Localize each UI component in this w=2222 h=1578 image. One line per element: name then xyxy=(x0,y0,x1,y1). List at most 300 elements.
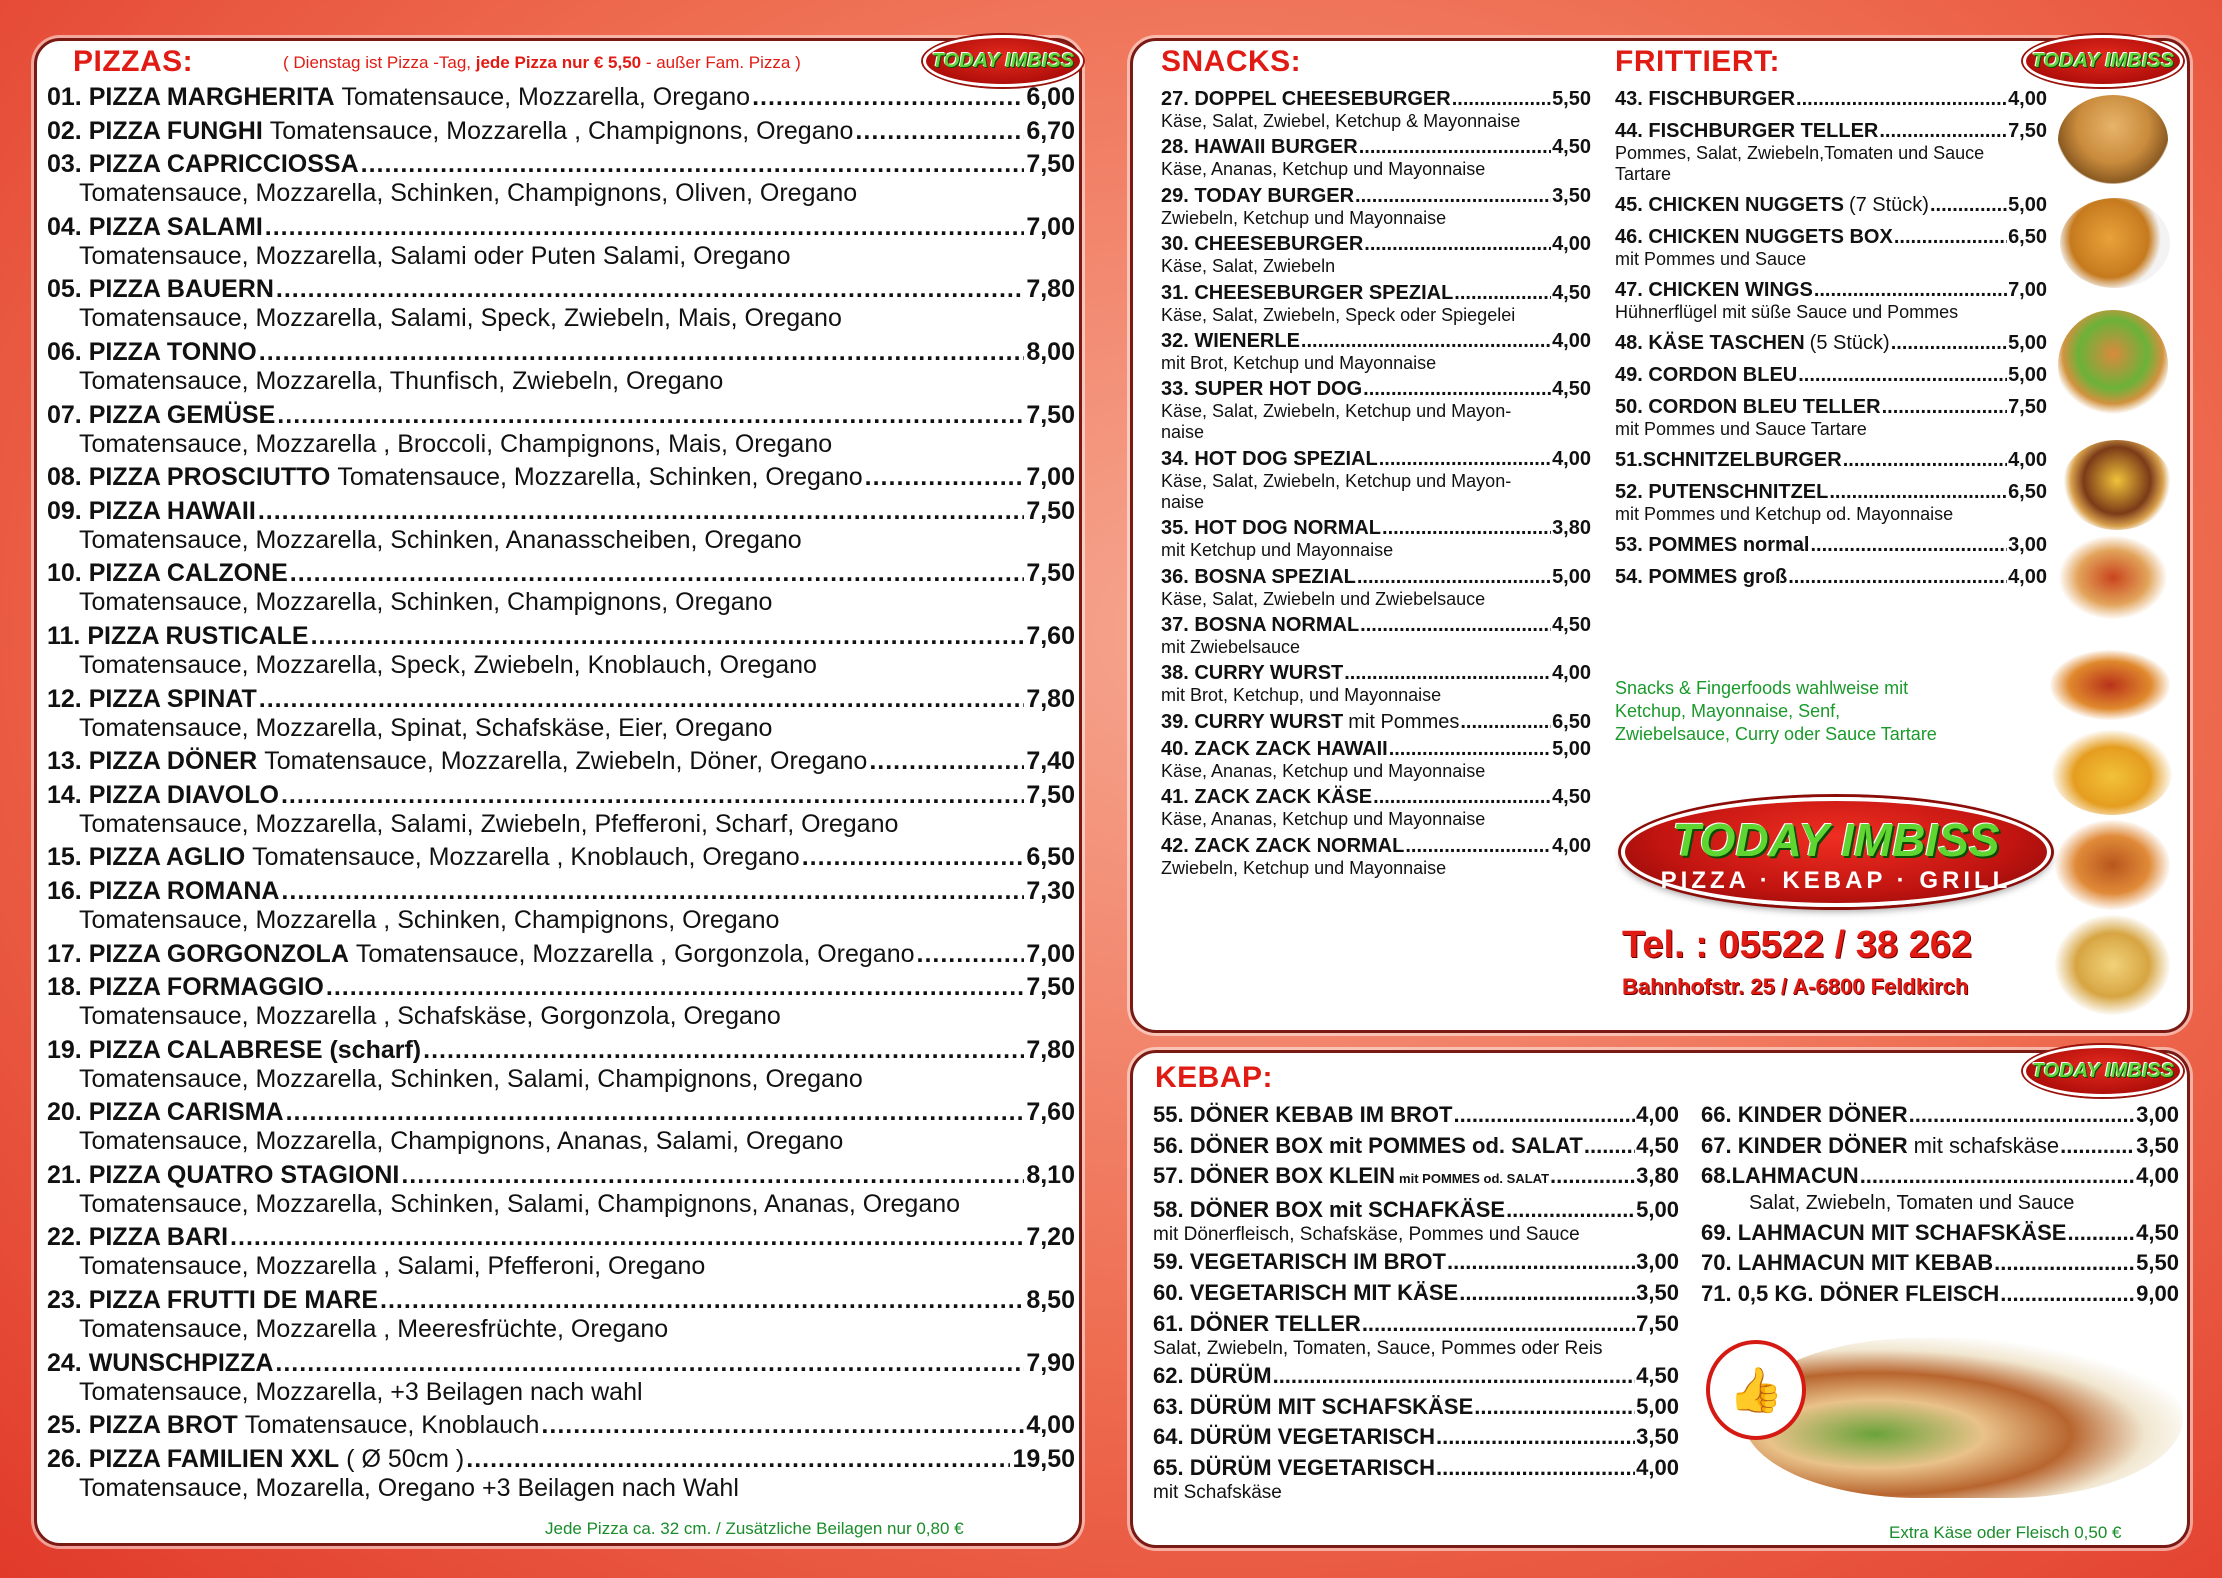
frittiert-item-desc: mit Pommes und Sauce xyxy=(1615,249,1807,269)
frittiert-item xyxy=(1615,278,2047,323)
pizza-item-price: 6,70 xyxy=(1026,116,1075,145)
pizza-item-line xyxy=(47,685,1075,714)
pizza-item xyxy=(47,1411,1075,1440)
frittiert-item-name: 51.SCHNITZELBURGER xyxy=(1615,449,1842,471)
pizza-item-desc: Tomatensauce, Mozzarella , Salami, Pfefferoni, Oregano xyxy=(79,1252,706,1281)
pizza-item-name: 16. PIZZA ROMANA xyxy=(47,876,280,905)
sauce-note: Snacks & Fingerfoods wahlweise mit Ketchup, Mayonnaise, Senf, Zwiebelsauce, Curry oder Sauce Tartare xyxy=(1615,678,1937,744)
leader-dots xyxy=(1436,1423,1635,1451)
snack-item-line xyxy=(1161,613,1591,637)
pizza-item xyxy=(47,1098,1075,1156)
snack-item-line xyxy=(1161,710,1591,734)
leader-dots xyxy=(466,1445,1010,1474)
kebap-item-line xyxy=(1153,1248,1679,1276)
frittiert-item xyxy=(1615,331,2047,355)
kebap-item-price: 4,00 xyxy=(2136,1163,2179,1189)
pizza-item-line xyxy=(47,877,1075,906)
frittiert-item-name: 53. POMMES normal xyxy=(1615,534,1810,556)
frittiert-item xyxy=(1615,533,2047,557)
leader-dots xyxy=(1829,480,2007,504)
pizza-section-title: PIZZAS: xyxy=(73,45,194,78)
snack-item-desc: Käse, Ananas, Ketchup und Mayonnaise xyxy=(1161,761,1486,782)
kebap-item-price: 4,50 xyxy=(2136,1219,2179,1245)
snack-item-line xyxy=(1161,377,1591,401)
snack-item-line xyxy=(1161,785,1591,809)
snack-item-name: 38. CURRY WURST xyxy=(1161,662,1344,685)
pizza-item-inline-desc: Tomatensauce, Mozzarella, Oregano xyxy=(341,83,751,111)
frittiert-item-line xyxy=(1615,565,2047,589)
pizza-item-price: 7,50 xyxy=(1026,150,1075,179)
pizza-list xyxy=(47,83,1075,1507)
leader-dots xyxy=(1405,834,1551,858)
frittiert-item-name: 44. FISCHBURGER TELLER xyxy=(1615,120,1879,142)
kebap-item xyxy=(1153,1310,1679,1360)
pizza-item-price: 7,00 xyxy=(1026,212,1075,241)
pizza-item-desc: Tomatensauce, Mozzarella , Schafskäse, Gorgonzola, Oregano xyxy=(79,1002,781,1031)
kebap-item-name: 71. 0,5 KG. DÖNER FLEISCH xyxy=(1701,1280,2000,1306)
leader-dots xyxy=(1454,281,1551,305)
leader-dots xyxy=(1459,1279,1635,1307)
snack-item-desc: Zwiebeln, Ketchup und Mayonnaise xyxy=(1161,207,1447,228)
kebap-item-name: 61. DÖNER TELLER xyxy=(1153,1310,1361,1336)
kebap-item-price: 4,50 xyxy=(1636,1363,1679,1389)
snack-item-price: 4,00 xyxy=(1552,233,1591,256)
kebap-item xyxy=(1701,1162,2179,1216)
leader-dots xyxy=(1360,613,1551,637)
pizza-item xyxy=(47,83,1075,112)
pizza-item-name: 18. PIZZA FORMAGGIO xyxy=(47,973,324,1002)
snack-item-line xyxy=(1161,516,1591,540)
pizza-item xyxy=(47,1223,1075,1281)
leader-dots xyxy=(1357,565,1551,589)
leader-dots xyxy=(1382,516,1551,540)
pizza-item xyxy=(47,940,1075,969)
pizza-item-name: 14. PIZZA DIAVOLO xyxy=(47,780,279,809)
frittiert-item xyxy=(1615,395,2047,440)
pizza-item-price: 6,00 xyxy=(1026,83,1075,111)
pizza-item xyxy=(47,401,1075,459)
snack-item-desc: mit Ketchup und Mayonnaise xyxy=(1161,540,1394,561)
snack-item-price: 3,50 xyxy=(1552,184,1591,207)
pizza-item-line xyxy=(47,83,1075,112)
snack-item-desc: Käse, Salat, Zwiebeln, Ketchup und Mayon- naise xyxy=(1161,401,1512,443)
pizza-item-desc: Tomatensauce, Mozzarella, Schinken, Champignons, Oliven, Oregano xyxy=(79,179,858,208)
pizza-item xyxy=(47,213,1075,271)
kebap-item-price: 5,00 xyxy=(1636,1393,1679,1419)
leader-dots xyxy=(917,940,1025,969)
pizza-item-price: 4,00 xyxy=(1026,1411,1075,1440)
kebap-footer-note: Extra Käse oder Fleisch 0,50 € xyxy=(1889,1523,2122,1542)
pizza-item-line xyxy=(47,747,1075,776)
frittiert-item-name: 47. CHICKEN WINGS xyxy=(1615,279,1813,301)
snack-item-name: 41. ZACK ZACK KÄSE xyxy=(1161,786,1373,809)
snack-item-line xyxy=(1161,232,1591,256)
leader-dots xyxy=(1447,1248,1635,1276)
frittiert-item-line xyxy=(1615,331,2047,355)
frittiert-item-price: 4,00 xyxy=(2008,449,2047,471)
pizza-tuesday-note: ( Dienstag ist Pizza -Tag, jede Pizza nur € 5,50 - außer Fam. Pizza ) xyxy=(283,53,801,72)
snack-item-line xyxy=(1161,135,1591,159)
kebap-item-price: 3,00 xyxy=(2136,1102,2179,1127)
frittiert-item-line xyxy=(1615,119,2047,143)
snack-item-price: 4,00 xyxy=(1552,329,1591,352)
kebab-platter-photo xyxy=(1743,1338,2183,1498)
leader-dots xyxy=(1550,1162,1635,1190)
kebap-item-name: 67. KINDER DÖNER xyxy=(1701,1132,1908,1158)
snack-item-line xyxy=(1161,661,1591,685)
pizza-item-price: 7,00 xyxy=(1026,463,1075,492)
pizza-item-desc: Tomatensauce, Mozzarella, Thunfisch, Zwiebeln, Oregano xyxy=(79,366,724,395)
frittiert-item-name: 49. CORDON BLEU xyxy=(1615,364,1798,386)
frittiert-item-name: 43. FISCHBURGER xyxy=(1615,88,1796,110)
leader-dots xyxy=(1860,1162,2135,1190)
frittiert-item-line xyxy=(1615,533,2047,557)
pizza-item xyxy=(47,275,1075,333)
kebap-item-name: 69. LAHMACUN MIT SCHAFSKÄSE xyxy=(1701,1219,2067,1245)
pizza-item xyxy=(47,685,1075,743)
pizza-item-price: 7,30 xyxy=(1026,876,1075,905)
leader-dots xyxy=(1364,232,1551,256)
snack-item-name: 28. HAWAII BURGER xyxy=(1161,136,1358,159)
kebap-item-line xyxy=(1153,1310,1679,1338)
pizza-item-price: 8,00 xyxy=(1026,337,1075,366)
leader-dots xyxy=(311,622,1025,651)
leader-dots xyxy=(276,275,1024,304)
logo-small-kebap: TODAY IMBISS xyxy=(2023,1045,2183,1097)
leader-dots xyxy=(1474,1393,1635,1421)
kebap-item-line xyxy=(1153,1423,1679,1451)
snack-item xyxy=(1161,516,1591,561)
kebap-item-line xyxy=(1153,1362,1679,1390)
pizza-item-price: 7,50 xyxy=(1026,780,1075,809)
pizza-item xyxy=(47,117,1075,146)
pizza-item-desc: Tomatensauce, Mozzarella, Schinken, Salami, Champignons, Oregano xyxy=(79,1064,863,1093)
snack-item-price: 4,50 xyxy=(1552,786,1591,809)
leader-dots xyxy=(1879,119,2007,143)
leader-dots xyxy=(1811,533,2008,557)
kebap-list-left xyxy=(1153,1101,1679,1507)
frittiert-item-inline: (5 Stück) xyxy=(1809,332,1890,354)
pizza-item-name: 04. PIZZA SALAMI xyxy=(47,212,263,241)
frittiert-item-desc: Hühnerflügel mit süße Sauce und Pommes xyxy=(1615,302,1959,322)
kebap-item-line xyxy=(1701,1132,2179,1160)
pizza-item-name: 06. PIZZA TONNO xyxy=(47,337,257,366)
leader-dots xyxy=(275,1349,1024,1378)
kebap-item-desc: Salat, Zwiebeln, Tomaten, Sauce, Pommes oder Reis xyxy=(1153,1337,1603,1359)
logo-small-snacks: TODAY IMBISS xyxy=(2023,35,2183,87)
snack-item xyxy=(1161,377,1591,443)
kebap-item-line xyxy=(1153,1279,1679,1307)
kebap-item-name: 60. VEGETARISCH MIT KÄSE xyxy=(1153,1279,1459,1305)
kebap-item xyxy=(1153,1101,1679,1129)
cordon-bleu-photo xyxy=(2055,915,2170,1015)
kebap-item-price: 5,50 xyxy=(2136,1250,2179,1276)
frittiert-item xyxy=(1615,565,2047,589)
snack-item xyxy=(1161,613,1591,658)
pizza-item-name: 01. PIZZA MARGHERITA xyxy=(47,83,335,111)
frittiert-item xyxy=(1615,225,2047,270)
pizza-item-desc: Tomatensauce, Mozzarella, Salami oder Puten Salami, Oregano xyxy=(79,241,791,270)
frittiert-section-title: FRITTIERT: xyxy=(1615,45,1780,78)
pizza-item-name: 23. PIZZA FRUTTI DE MARE xyxy=(47,1286,379,1315)
pizza-item-line xyxy=(47,275,1075,304)
pizza-item xyxy=(47,1161,1075,1219)
frittiert-item-price: 7,00 xyxy=(2008,279,2047,301)
leader-dots xyxy=(1452,87,1551,111)
kebap-item-name: 64. DÜRÜM VEGETARISCH xyxy=(1153,1424,1435,1450)
frittiert-item-price: 5,00 xyxy=(2008,332,2047,354)
snack-item-name: 31. CHEESEBURGER SPEZIAL xyxy=(1161,281,1454,304)
kebap-item-line xyxy=(1701,1162,2179,1190)
pizza-item-price: 7,80 xyxy=(1026,275,1075,304)
kebap-item-name: 59. VEGETARISCH IM BROT xyxy=(1153,1249,1446,1275)
snack-item-desc: Käse, Ananas, Ketchup und Mayonnaise xyxy=(1161,159,1486,180)
snack-item xyxy=(1161,135,1591,180)
snack-item-desc: mit Brot, Ketchup, und Mayonnaise xyxy=(1161,685,1442,706)
snack-item-desc: mit Brot, Ketchup und Mayonnaise xyxy=(1161,352,1437,373)
frittiert-item-name: 46. CHICKEN NUGGETS BOX xyxy=(1615,226,1893,248)
leader-dots xyxy=(1301,329,1551,353)
frittiert-item-price: 7,50 xyxy=(2008,120,2047,142)
pizza-item-desc: Tomatensauce, Mozzarella , Schinken, Champignons, Oregano xyxy=(79,905,780,934)
leader-dots xyxy=(1891,331,2007,355)
snack-item xyxy=(1161,710,1591,734)
leader-dots xyxy=(2067,1219,2135,1247)
frittiert-list xyxy=(1615,87,2047,597)
kebap-item xyxy=(1153,1362,1679,1390)
leader-dots xyxy=(1363,377,1551,401)
pizza-item-inline-desc: Tomatensauce, Mozzarella, Zwiebeln, Döner, Oregano xyxy=(264,747,868,776)
pizza-item xyxy=(47,747,1075,776)
fries-photo xyxy=(2052,730,2172,815)
frittiert-item-name: 54. POMMES groß xyxy=(1615,566,1788,588)
snack-item-name: 32. WIENERLE xyxy=(1161,329,1300,352)
pizza-item-name: 11. PIZZA RUSTICALE xyxy=(47,621,309,650)
pizza-item-desc: Tomatensauce, Mozzarella , Meeresfrüchte, Oregano xyxy=(79,1315,669,1344)
kebap-item-price: 3,80 xyxy=(1636,1163,1679,1189)
kebap-item-price: 7,50 xyxy=(1636,1310,1679,1336)
leader-dots xyxy=(1994,1249,2135,1277)
snack-item xyxy=(1161,447,1591,513)
leader-dots xyxy=(1506,1196,1635,1224)
snack-item-name: 39. CURRY WURST xyxy=(1161,710,1344,733)
kebap-item-name: 65. DÜRÜM VEGETARISCH xyxy=(1153,1454,1435,1480)
pizza-item xyxy=(47,781,1075,839)
pizza-item-price: 7,50 xyxy=(1026,973,1075,1002)
leader-dots xyxy=(1389,737,1551,761)
leader-dots xyxy=(1359,135,1551,159)
leader-dots xyxy=(1930,193,2007,217)
frittiert-item xyxy=(1615,480,2047,525)
snack-item-line xyxy=(1161,281,1591,305)
frittiert-item-name: 48. KÄSE TASCHEN xyxy=(1615,332,1805,354)
leader-dots xyxy=(1814,278,2007,302)
leader-dots xyxy=(1788,565,2007,589)
kebap-item-name: 66. KINDER DÖNER xyxy=(1701,1102,1908,1127)
kebap-item-name: 58. DÖNER BOX mit SCHAFKÄSE xyxy=(1153,1196,1506,1222)
kebap-item-price: 4,50 xyxy=(1636,1132,1679,1158)
leader-dots xyxy=(1436,1454,1635,1482)
pizza-item-name: 10. PIZZA CALZONE xyxy=(47,559,288,588)
kebap-item-line xyxy=(1701,1280,2179,1308)
pizza-item-inline-desc: Tomatensauce, Mozzarella , Gorgonzola, Oregano xyxy=(355,939,915,968)
frittiert-item-line xyxy=(1615,193,2047,217)
pizza-item xyxy=(47,843,1075,872)
pizza-item xyxy=(47,877,1075,935)
leader-dots xyxy=(869,747,1024,776)
snack-item-line xyxy=(1161,565,1591,589)
frittiert-item-line xyxy=(1615,480,2047,504)
pizza-item-price: 7,50 xyxy=(1026,559,1075,588)
fishburger-photo xyxy=(2058,95,2168,185)
snack-item xyxy=(1161,329,1591,374)
pizza-item-desc: Tomatensauce, Mozzarella, Speck, Zwiebeln, Knoblauch, Oregano xyxy=(79,650,817,679)
snack-item-name: 29. TODAY BURGER xyxy=(1161,184,1355,207)
pizza-item xyxy=(47,463,1075,492)
frittiert-item-price: 4,00 xyxy=(2008,88,2047,110)
frittiert-item-price: 6,50 xyxy=(2008,481,2047,503)
leader-dots xyxy=(265,213,1025,242)
nuggets-photo xyxy=(2060,198,2170,288)
snack-item-desc: Zwiebeln, Ketchup und Mayonnaise xyxy=(1161,857,1447,878)
leader-dots xyxy=(541,1411,1024,1440)
snack-item-line xyxy=(1161,184,1591,208)
leader-dots xyxy=(1909,1101,2136,1129)
kebap-item xyxy=(1153,1248,1679,1276)
pizza-item-desc: Tomatensauce, Mozzarella, Champignons, Ananas, Salami, Oregano xyxy=(79,1127,844,1156)
snack-item-line xyxy=(1161,834,1591,858)
kebap-item-inline: mit schafskäse xyxy=(1913,1132,2060,1158)
snack-item-line xyxy=(1161,87,1591,111)
snack-item-price: 4,00 xyxy=(1552,447,1591,470)
kebap-item xyxy=(1701,1219,2179,1247)
snack-item-name: 34. HOT DOG SPEZIAL xyxy=(1161,447,1378,470)
snack-item-desc: Käse, Ananas, Ketchup und Mayonnaise xyxy=(1161,809,1486,830)
pizza-item-price: 19,50 xyxy=(1012,1444,1075,1473)
address: Bahnhofstr. 25 / A-6800 Feldkirch xyxy=(1622,974,1969,999)
snack-item-desc: mit Zwiebelsauce xyxy=(1161,636,1301,657)
pizza-item-name: 08. PIZZA PROSCIUTTO xyxy=(47,463,331,492)
pizza-item-price: 7,20 xyxy=(1026,1223,1075,1252)
kebap-item-name: 70. LAHMACUN MIT KEBAB xyxy=(1701,1250,1994,1276)
kebap-item-name: 57. DÖNER BOX KLEIN xyxy=(1153,1163,1396,1189)
pizza-item xyxy=(47,1349,1075,1407)
pizza-item-desc: Tomatensauce, Mozzarella, Salami, Zwiebeln, Pfefferoni, Scharf, Oregano xyxy=(79,809,899,838)
pizza-item-price: 7,50 xyxy=(1026,400,1075,429)
pizza-item-price: 7,60 xyxy=(1026,1098,1075,1127)
leader-dots xyxy=(230,1223,1024,1252)
pizza-item-name: 09. PIZZA HAWAII xyxy=(47,496,256,525)
frittiert-item-desc: mit Pommes und Sauce Tartare xyxy=(1615,419,1867,439)
leader-dots xyxy=(286,1098,1025,1127)
snack-item-name: 36. BOSNA SPEZIAL xyxy=(1161,565,1356,588)
snack-item-name: 37. BOSNA NORMAL xyxy=(1161,613,1360,636)
kebap-list-right xyxy=(1701,1101,2179,1311)
pizza-item-price: 7,60 xyxy=(1026,621,1075,650)
snack-item-name: 33. SUPER HOT DOG xyxy=(1161,378,1363,401)
pizza-item-name: 12. PIZZA SPINAT xyxy=(47,684,257,713)
leader-dots xyxy=(1882,395,2007,419)
leader-dots xyxy=(290,559,1025,588)
snacks-list xyxy=(1161,87,1591,882)
snack-item-price: 5,00 xyxy=(1552,565,1591,588)
leader-dots xyxy=(855,117,1024,146)
kebap-item-price: 4,00 xyxy=(1636,1102,1679,1127)
logo-small-pizza: TODAY IMBISS xyxy=(923,35,1083,87)
frittiert-item-name: 50. CORDON BLEU TELLER xyxy=(1615,396,1881,418)
leader-dots xyxy=(2000,1280,2135,1308)
kebap-item-price: 5,00 xyxy=(1636,1196,1679,1222)
snack-item-desc: Käse, Salat, Zwiebeln xyxy=(1161,256,1336,277)
snack-item-price: 3,80 xyxy=(1552,517,1591,540)
leader-dots xyxy=(281,781,1024,810)
kebap-item-price: 3,50 xyxy=(2136,1132,2179,1158)
pizza-item xyxy=(47,973,1075,1031)
snack-item xyxy=(1161,87,1591,132)
pizza-item-desc: Tomatensauce, Mozzarella, Schinken, Salami, Champignons, Ananas, Oregano xyxy=(79,1189,961,1218)
leader-dots xyxy=(1273,1362,1636,1390)
frittiert-item-price: 3,00 xyxy=(2008,534,2047,556)
frittiert-item-line xyxy=(1615,395,2047,419)
frittiert-item-name: 52. PUTENSCHNITZEL xyxy=(1615,481,1829,503)
pizza-item-name: 15. PIZZA AGLIO xyxy=(47,843,246,872)
pizza-item-name: 26. PIZZA FAMILIEN XXL xyxy=(47,1444,340,1473)
frittiert-item-price: 6,50 xyxy=(2008,226,2047,248)
frittiert-item xyxy=(1615,193,2047,217)
kebap-item xyxy=(1153,1196,1679,1246)
kebap-item-price: 3,00 xyxy=(1636,1249,1679,1275)
snack-item-name: 40. ZACK ZACK HAWAII xyxy=(1161,738,1388,761)
snack-item-price: 4,50 xyxy=(1552,378,1591,401)
kebap-item-line xyxy=(1153,1162,1679,1193)
pizza-item-inline-desc: ( Ø 50cm ) xyxy=(346,1444,465,1473)
leader-dots xyxy=(380,1286,1024,1315)
pizza-item-name: 20. PIZZA CARISMA xyxy=(47,1098,284,1127)
pizza-item-line xyxy=(47,463,1075,492)
frittiert-item-line xyxy=(1615,363,2047,387)
frittiert-item-line xyxy=(1615,278,2047,302)
kebap-item-note: mit POMMES od. SALAT xyxy=(1399,1171,1550,1187)
frittiert-item-price: 7,50 xyxy=(2008,396,2047,418)
kebap-item-price: 3,50 xyxy=(1636,1279,1679,1305)
frittiert-item-line xyxy=(1615,448,2047,472)
today-imbiss-logo: TODAY IMBISS PIZZA · KEBAP · GRILL xyxy=(1621,797,2051,907)
pizza-item-price: 6,50 xyxy=(1026,843,1075,872)
snack-item xyxy=(1161,785,1591,830)
pizza-footer-note: Jede Pizza ca. 32 cm. / Zusätzliche Beilagen nur 0,80 € xyxy=(545,1519,964,1538)
pizza-item-line xyxy=(47,1349,1075,1378)
kebap-item xyxy=(1701,1132,2179,1160)
pizza-item-name: 02. PIZZA FUNGHI xyxy=(47,116,263,145)
pizza-item-line xyxy=(47,401,1075,430)
leader-dots xyxy=(1453,1101,1635,1129)
kebap-section-title: KEBAP: xyxy=(1155,1061,1274,1094)
frittiert-item-price: 4,00 xyxy=(2008,566,2047,588)
pizza-item-name: 05. PIZZA BAUERN xyxy=(47,275,274,304)
pizza-item-desc: Tomatensauce, Mozzarella, Spinat, Schafskäse, Eier, Oregano xyxy=(79,713,773,742)
pizza-item-line xyxy=(47,150,1075,179)
kebap-item-line xyxy=(1153,1393,1679,1421)
leader-dots xyxy=(361,150,1025,179)
snack-item-price: 4,50 xyxy=(1552,281,1591,304)
pizza-item-inline-desc: Tomatensauce, Knoblauch xyxy=(244,1411,540,1440)
snack-item xyxy=(1161,565,1591,610)
snack-item-price: 5,00 xyxy=(1552,738,1591,761)
pizza-item-name: 22. PIZZA BARI xyxy=(47,1223,229,1252)
snack-item xyxy=(1161,184,1591,229)
leader-dots xyxy=(1460,710,1551,734)
pizza-item-desc: Tomatensauce, Mozzarella, +3 Beilagen nach wahl xyxy=(79,1377,643,1406)
